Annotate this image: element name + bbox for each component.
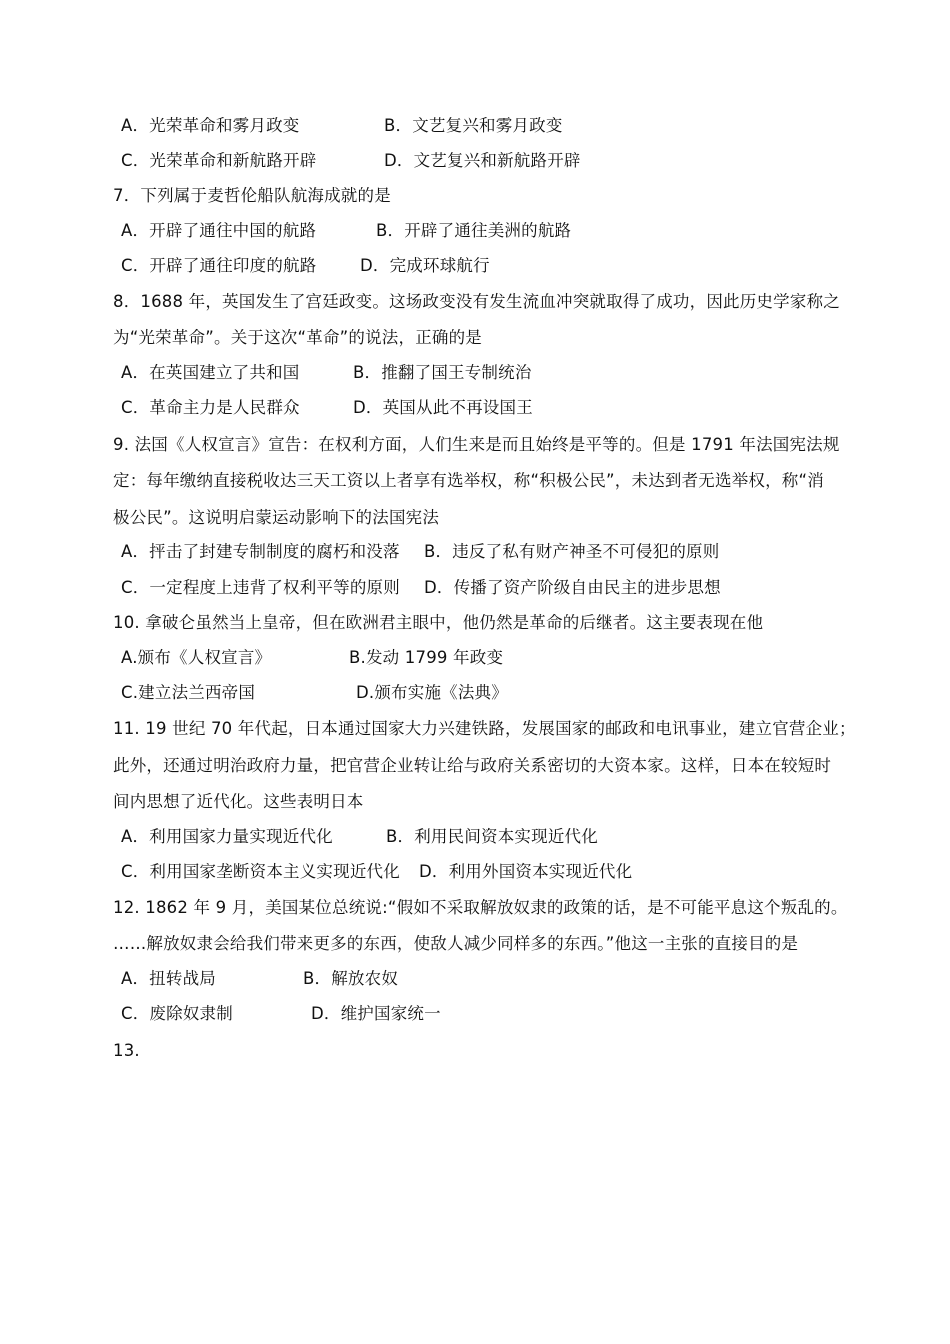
q8-stem-line2: 为“光荣革命”。关于这次“革命”的说法，正确的是	[113, 328, 482, 347]
q10-option-b: B.发动 1799 年政变	[349, 648, 504, 667]
q8-option-c: C．革命主力是人民群众	[121, 398, 300, 417]
q10-option-d: D.颁布实施《法典》	[356, 683, 508, 702]
q10-option-a: A.颁布《人权宣言》	[121, 648, 272, 667]
q11-option-a: A．利用国家力量实现近代化	[121, 827, 333, 846]
q8-option-a: A．在英国建立了共和国	[121, 363, 300, 382]
q9-option-a: A．抨击了封建专制制度的腐朽和没落	[121, 542, 400, 561]
q12-stem-line2: ……解放奴隶会给我们带来更多的东西，使敌人减少同样多的东西。”他这一主张的直接目的是	[113, 934, 799, 953]
q9-option-d: D．传播了资产阶级自由民主的进步思想	[424, 578, 721, 597]
q12-stem-line1: 12. 1862 年 9 月，美国某位总统说:“假如不采取解放奴隶的政策的话，是不可能平息这个叛乱的。	[113, 898, 848, 917]
q10-option-c: C.建立法兰西帝国	[121, 683, 256, 702]
q6-option-b: B．文艺复兴和雾月政变	[384, 116, 563, 135]
q8-option-d: D．英国从此不再设国王	[353, 398, 533, 417]
q7-option-d: D．完成环球航行	[360, 256, 490, 275]
q7-option-c: C．开辟了通往印度的航路	[121, 256, 317, 275]
q8-stem-line1: 8．1688 年，英国发生了宫廷政变。这场政变没有发生流血冲突就取得了成功，因此历史学家称之	[113, 292, 840, 311]
q6-option-a: A．光荣革命和雾月政变	[121, 116, 300, 135]
q7-option-a: A．开辟了通往中国的航路	[121, 221, 317, 240]
q11-option-b: B．利用民间资本实现近代化	[386, 827, 598, 846]
q11-stem-line3: 间内思想了近代化。这些表明日本	[113, 792, 364, 811]
q12-option-a: A．扭转战局	[121, 969, 216, 988]
q11-option-c: C．利用国家垄断资本主义实现近代化	[121, 862, 400, 881]
q7-stem: 7．下列属于麦哲伦船队航海成就的是	[113, 186, 391, 205]
q12-option-b: B．解放农奴	[303, 969, 399, 988]
q6-option-c: C．光荣革命和新航路开辟	[121, 151, 317, 170]
q7-option-b: B．开辟了通往美洲的航路	[376, 221, 572, 240]
q12-option-c: C．废除奴隶制	[121, 1004, 233, 1023]
q9-stem-line3: 极公民”。这说明启蒙运动影响下的法国宪法	[113, 508, 440, 527]
q11-stem-line1: 11. 19 世纪 70 年代起，日本通过国家大力兴建铁路，发展国家的邮政和电讯事业，建立官营企业；	[113, 719, 856, 738]
q11-stem-line2: 此外，还通过明治政府力量，把官营企业转让给与政府关系密切的大资本家。这样，日本在较短时	[113, 756, 832, 775]
q11-option-d: D．利用外国资本实现近代化	[419, 862, 633, 881]
q12-option-d: D．维护国家统一	[311, 1004, 441, 1023]
q6-option-d: D．文艺复兴和新航路开辟	[384, 151, 581, 170]
q9-stem-line1: 9. 法国《人权宣言》宣告：在权利方面，人们生来是而且始终是平等的。但是 1791 年法国宪法规	[113, 435, 840, 454]
q8-option-b: B．推翻了国王专制统治	[353, 363, 532, 382]
q13-stem: 13.	[113, 1041, 140, 1060]
q9-option-c: C．一定程度上违背了权利平等的原则	[121, 578, 400, 597]
q9-option-b: B．违反了私有财产神圣不可侵犯的原则	[424, 542, 720, 561]
q10-stem: 10. 拿破仑虽然当上皇帝，但在欧洲君主眼中，他仍然是革命的后继者。这主要表现在他	[113, 613, 764, 632]
q9-stem-line2: 定：每年缴纳直接税收达三天工资以上者享有选举权，称“积极公民”，未达到者无选举权，称“消	[113, 471, 824, 490]
